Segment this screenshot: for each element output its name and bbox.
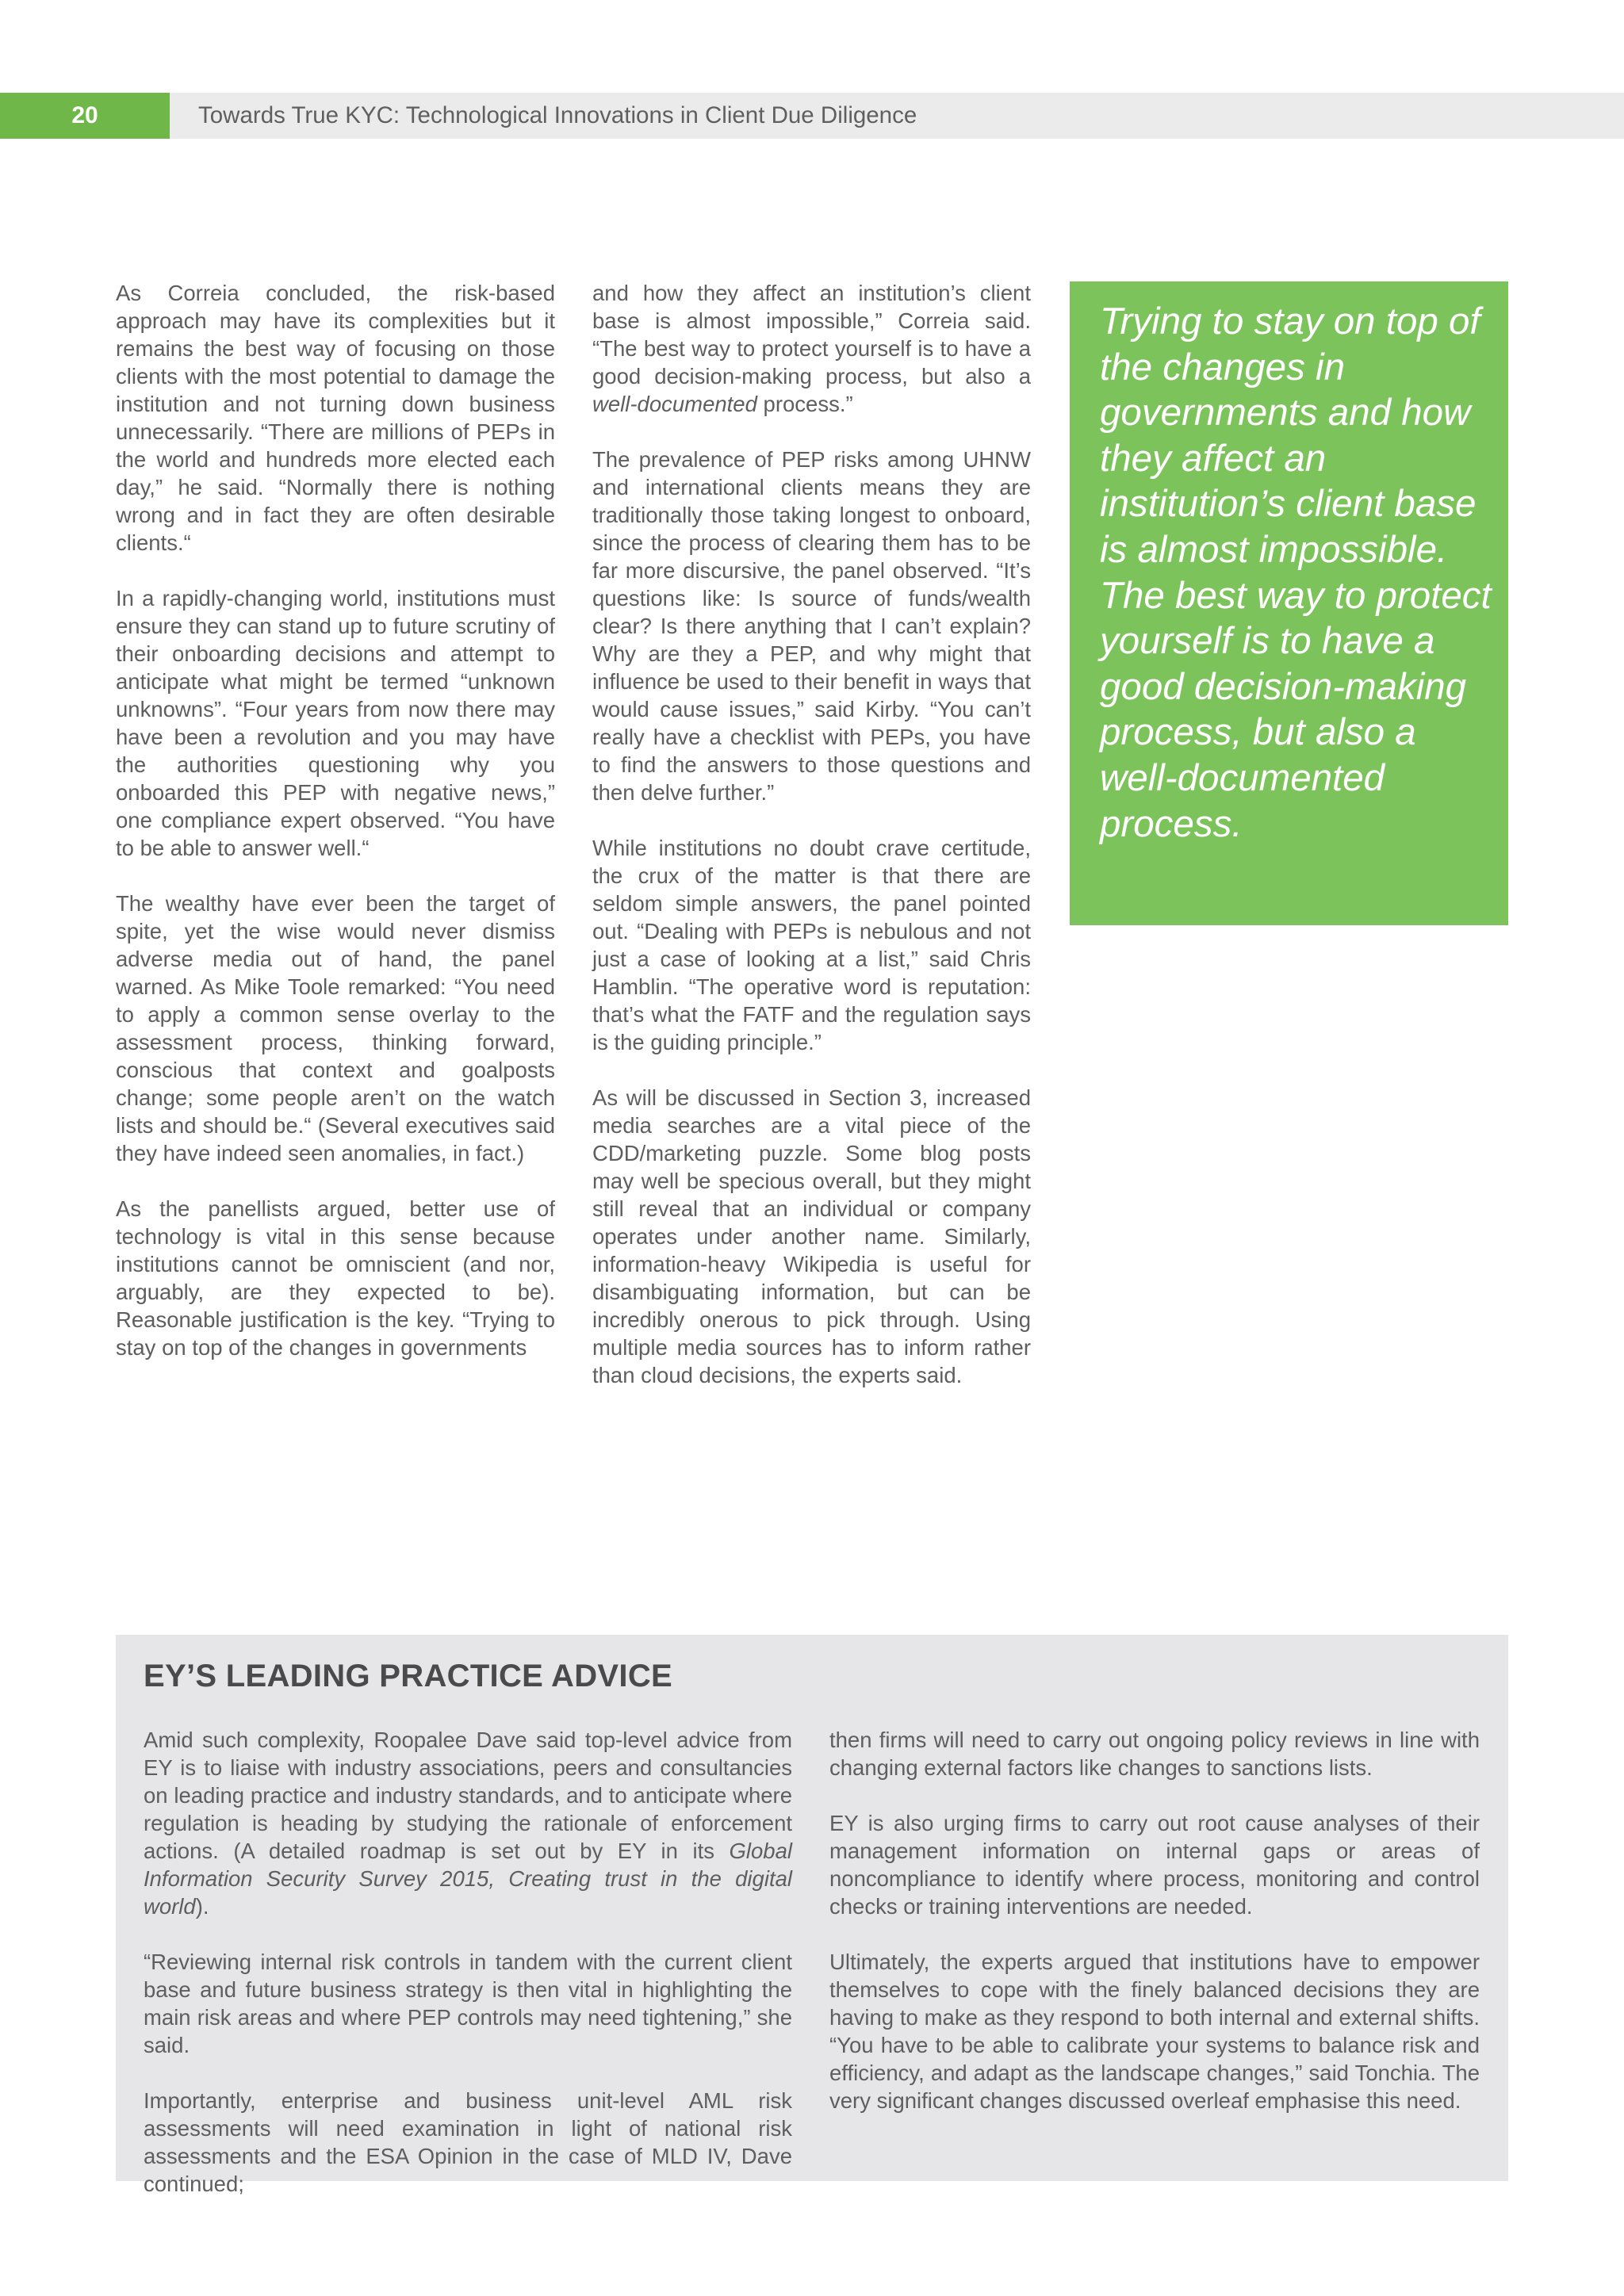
text-run: ). (195, 1894, 209, 1919)
paragraph: As will be discussed in Section 3, increased media searches are a vital piece of the CDD/marketing puzzle. Some blog posts may well be specious overall, but they might still reveal that an individual or company operates under another name. Similarly, information-heavy Wikipedia is useful for disambiguating information, but can be incredibly onerous to pick through. Using multiple media sources has to inform rather than cloud decisions, the experts said. (592, 1085, 1031, 1387)
paragraph: As Correia concluded, the risk-based approach may have its complexities but it remains the best way of focusing on those clients with the most potential to damage the institution and not turning down business unnecessarily. “There are millions of PEPs in the world and hundreds more elected each day,” he said. “Normally there is nothing wrong and in fact they are often desirable clients.“ (116, 281, 555, 555)
advice-heading: EY’S LEADING PRACTICE ADVICE (144, 1659, 672, 1693)
publication-title: Global Information Security Survey 2015, Creating trust in the digital world (144, 1839, 792, 1919)
body-column-left (116, 279, 555, 1389)
paragraph: In a rapidly-changing world, institutions must ensure they can stand up to future scrutiny of their onboarding decisions and attempt to anticipate what might be termed “unknown unknowns”. “Four years from now there may have been a revolution and you may have the authorities questioning why you onboarded this PEP with negative news,” one compliance expert observed. “You have to be able to answer well.“ (116, 586, 555, 860)
paragraph: Ultimately, the experts argued that institutions have to empower themselves to cope with the finely balanced decisions they are having to make as they respond to both internal and external shifts. “You have to be able to calibrate your systems to balance risk and efficiency, and adapt as the landscape changes,” said Tonchia. The very significant changes discussed overleaf emphasise this need. (829, 1950, 1480, 2113)
text-run: and how they affect an institution’s client base is almost impossible,” Correia said. “The best way to protect yourself is to have a good decision-making process, but also a (592, 281, 1031, 388)
paragraph (592, 279, 1031, 418)
paragraph: As the panellists argued, better use of technology is vital in this sense because institutions cannot be omniscient (and nor, arguably, are they expected to be). Reasonable justification is the key. “Trying to stay on top of the changes in governments (116, 1196, 555, 1360)
advice-column-right (829, 1726, 1480, 2142)
paragraph: then firms will need to carry out ongoing policy reviews in line with changing external factors like changes to sanctions lists. (829, 1728, 1480, 1780)
paragraph: EY is also urging firms to carry out root cause analyses of their management information on internal gaps or areas of noncompliance to identify where process, monitoring and control checks or training interventions are needed. (829, 1811, 1480, 1919)
advice-box (116, 1635, 1508, 2196)
body-column-middle (592, 279, 1031, 1417)
text-run: Amid such complexity, Roopalee Dave said top-level advice from EY is to liaise with industry associations, peers and consultancies on leading practice and industry standards, and to anticipate where regulation is heading by studying the rationale of enforcement actions. (A detailed roadmap is set out by EY in its (144, 1728, 792, 1863)
page-number: 20 (0, 93, 170, 139)
paragraph: The prevalence of PEP risks among UHNW and international clients means they are traditionally those taking longest to onboard, since the process of clearing them has to be far more discursive, the panel observed. “It’s questions like: Is source of funds/wealth clear? Is there anything that I can’t explain? Why are they a PEP, and why might that influence be used to their benefit in ways that would cause issues,” said Kirby. “You can’t really have a checklist with PEPs, you have to find the answers to those questions and then delve further.” (592, 447, 1031, 805)
advice-column-left (144, 1726, 792, 2225)
pull-quote (1070, 281, 1508, 925)
paragraph: Importantly, enterprise and business unit-level AML risk assessments will need examination in light of national risk assessments and the ESA Opinion in the case of MLD IV, Dave continued; (144, 2088, 792, 2196)
paragraph: The wealthy have ever been the target of spite, yet the wise would never dismiss adverse media out of hand, the panel warned. As Mike Toole remarked: “You need to apply a common sense overlay to the assessment process, thinking forward, conscious that context and goalposts change; some people aren’t on the watch lists and should be.“ (Several executives said they have indeed seen anomalies, in fact.) (116, 891, 555, 1165)
page-header (0, 93, 1624, 139)
pull-quote-text: Trying to stay on top of the changes in governments and how they affect an institution’s client base is almost impossible. The best way to protect yourself is to have a good decision-making process, but also a well-documented process. (1100, 300, 1492, 845)
paragraph (144, 1726, 792, 1920)
emphasis-text: well-documented (592, 392, 757, 416)
paragraph: While institutions no doubt crave certitude, the crux of the matter is that there are seldom simple answers, the panel pointed out. “Dealing with PEPs is nebulous and not just a case of looking at a list,” said Chris Hamblin. “The operative word is reputation: that’s what the FATF and the regulation says is the guiding principle.” (592, 836, 1031, 1054)
paragraph: “Reviewing internal risk controls in tandem with the current client base and future business strategy is then vital in highlighting the main risk areas and where PEP controls may need tightening,” she said. (144, 1950, 792, 2057)
text-run: process.” (756, 392, 853, 416)
running-title: Towards True KYC: Technological Innovations in Client Due Diligence (198, 102, 917, 128)
